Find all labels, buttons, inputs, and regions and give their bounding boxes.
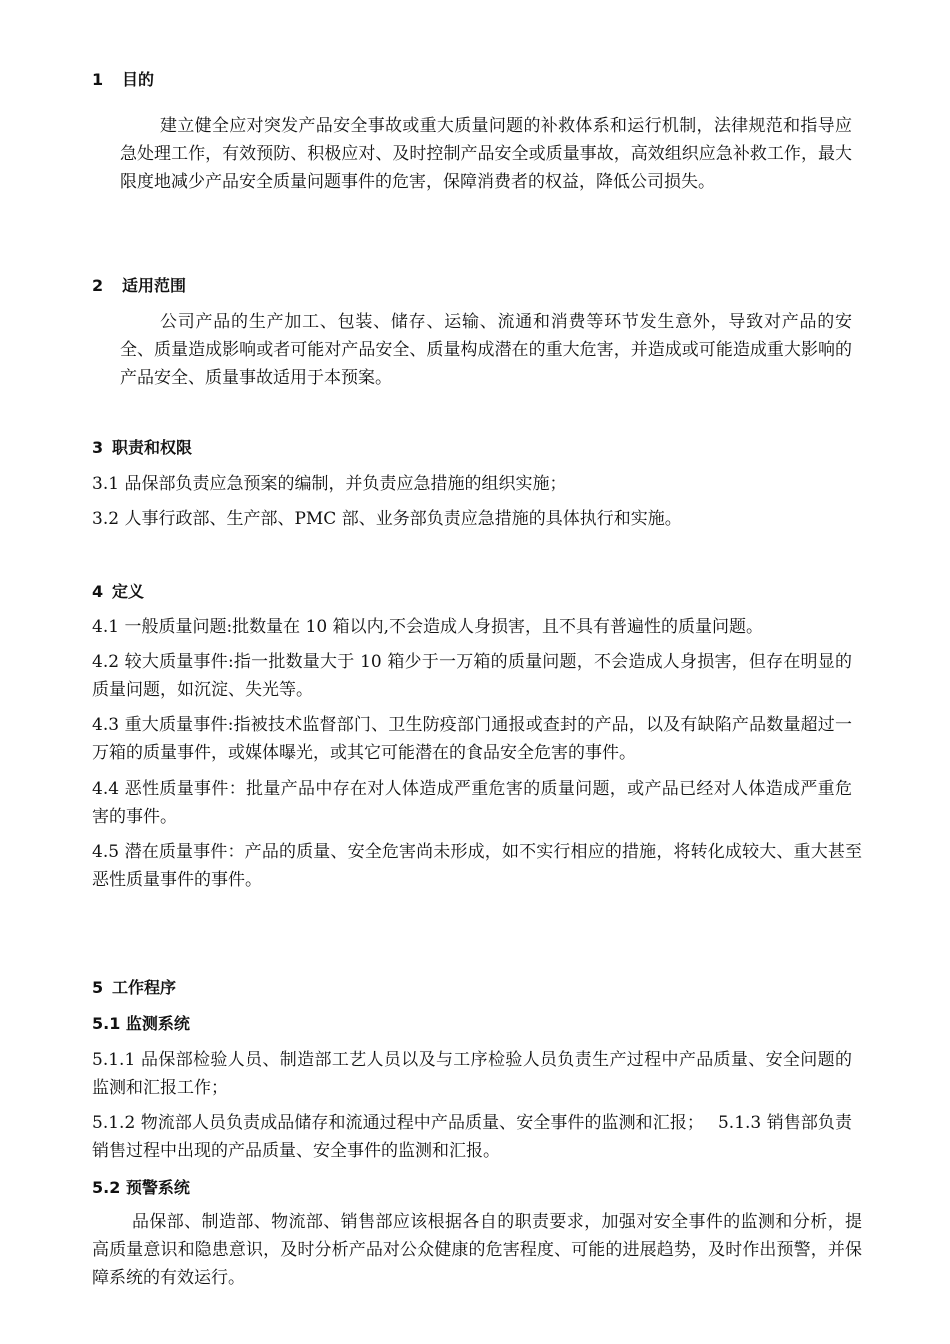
section-1-paragraph: 建立健全应对突发产品安全事故或重大质量问题的补救体系和运行机制，法律规范和指导应急处理工作，有效预防、积极应对、及时控制产品安全或质量事故，高效组织应急补救工作，最大限度地减少产品安全质量问题事件的危害，保障消费者的权益，降低公司损失。 bbox=[120, 116, 852, 192]
section-4-heading bbox=[92, 578, 144, 606]
list-item: 4.5 潜在质量事件：产品的质量、安全危害尚未形成，如不实行相应的措施，将转化成较大、重大甚至恶性质量事件的事件。 bbox=[92, 842, 862, 890]
section-number: 2 bbox=[92, 276, 104, 295]
section-1-heading bbox=[92, 66, 154, 94]
section-number: 4 bbox=[92, 582, 104, 601]
section-2-heading bbox=[92, 272, 186, 300]
list-item: 3.1 品保部负责应急预案的编制，并负责应急措施的组织实施； bbox=[92, 474, 567, 494]
list-item: 4.4 恶性质量事件：批量产品中存在对人体造成严重危害的质量问题，或产品已经对人体造成严重危害的事件。 bbox=[92, 779, 852, 827]
section-3-heading bbox=[92, 434, 192, 462]
section-number: 1 bbox=[92, 70, 104, 89]
subsection-5-2-paragraph: 品保部、制造部、物流部、销售部应该根据各自的职责要求，加强对安全事件的监测和分析，提高质量意识和隐患意识，及时分析产品对公众健康的危害程度、可能的进展趋势，及时作出预警，并保障系统的有效运行。 bbox=[92, 1212, 862, 1288]
section-title: 职责和权限 bbox=[112, 438, 193, 457]
subsection-5-2-heading: 5.2 预警系统 bbox=[92, 1178, 190, 1197]
subsection-5-1-heading: 5.1 监测系统 bbox=[92, 1014, 190, 1033]
section-number: 5 bbox=[92, 978, 104, 997]
list-item: 4.2 较大质量事件:指一批数量大于 10 箱少于一万箱的质量问题，不会造成人身损害，但存在明显的质量问题，如沉淀、失光等。 bbox=[92, 652, 852, 700]
section-title: 目的 bbox=[122, 70, 155, 89]
list-item: 5.1.2 物流部人员负责成品储存和流通过程中产品质量、安全事件的监测和汇报； 5.1.3 销售部负责销售过程中出现的产品质量、安全事件的监测和汇报。 bbox=[92, 1113, 852, 1161]
list-item: 5.1.1 品保部检验人员、制造部工艺人员以及与工序检验人员负责生产过程中产品质量、安全问题的监测和汇报工作； bbox=[92, 1050, 852, 1098]
list-item: 3.2 人事行政部、生产部、PMC 部、业务部负责应急措施的具体执行和实施。 bbox=[92, 509, 682, 529]
section-title: 工作程序 bbox=[112, 978, 177, 997]
section-number: 3 bbox=[92, 438, 104, 457]
section-title: 适用范围 bbox=[122, 276, 187, 295]
section-5-heading bbox=[92, 974, 176, 1002]
section-title: 定义 bbox=[112, 582, 145, 601]
section-2-paragraph: 公司产品的生产加工、包装、储存、运输、流通和消费等环节发生意外，导致对产品的安全、质量造成影响或者可能对产品安全、质量构成潜在的重大危害，并造成或可能造成重大影响的产品安全、质量事故适用于本预案。 bbox=[120, 312, 852, 388]
list-item: 4.3 重大质量事件:指被技术监督部门、卫生防疫部门通报或查封的产品，以及有缺陷产品数量超过一万箱的质量事件，或媒体曝光，或其它可能潜在的食品安全危害的事件。 bbox=[92, 715, 852, 763]
list-item: 4.1 一般质量问题:批数量在 10 箱以内,不会造成人身损害，且不具有普遍性的质量问题。 bbox=[92, 617, 764, 637]
